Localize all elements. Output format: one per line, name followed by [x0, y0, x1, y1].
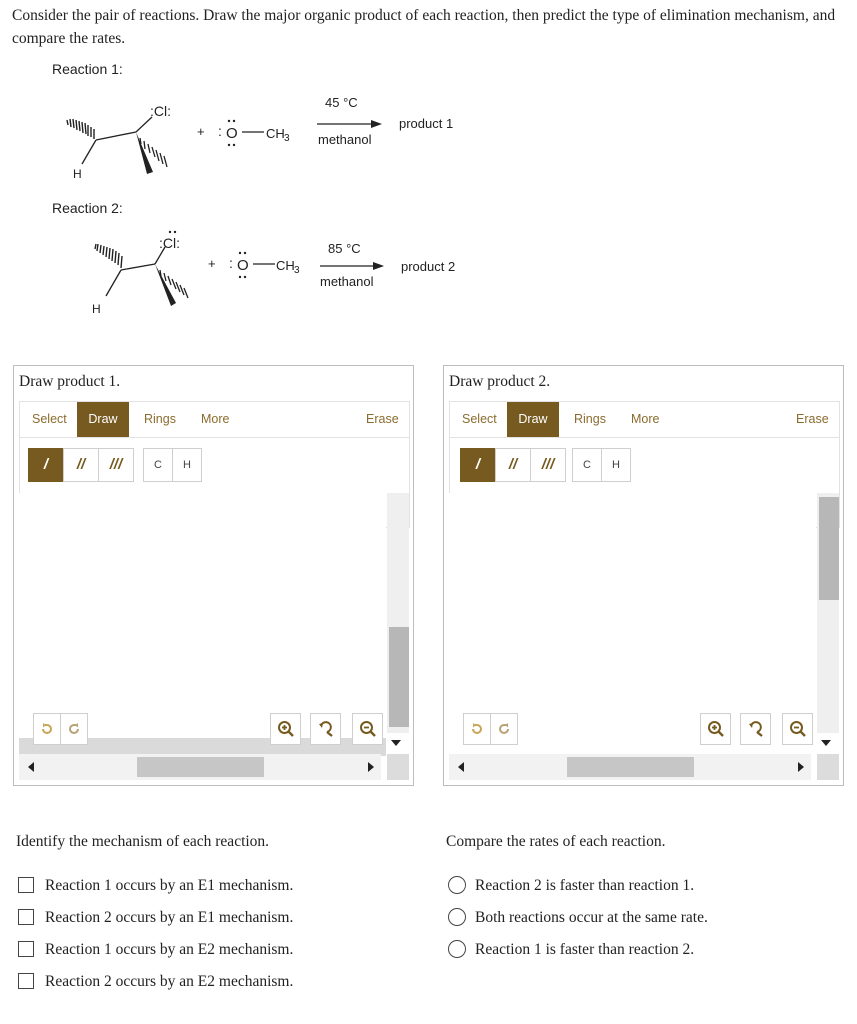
hydrogen-atom: H — [92, 302, 101, 316]
plus-sign: + — [197, 124, 205, 139]
undo-button[interactable] — [33, 713, 61, 745]
checkbox[interactable] — [18, 973, 34, 989]
redo-icon — [67, 722, 81, 736]
vertical-scroll-thumb[interactable] — [819, 497, 839, 600]
methyl-subscript: 3 — [284, 133, 290, 144]
double-bond-tool[interactable]: // — [495, 448, 531, 482]
zoom-out-button[interactable] — [782, 713, 813, 745]
erase-button[interactable]: Erase — [366, 412, 399, 426]
carbon-atom-tool[interactable]: C — [572, 448, 602, 482]
triple-bond-tool[interactable]: /// — [98, 448, 134, 482]
erase-button[interactable]: Erase — [796, 412, 829, 426]
checkbox[interactable] — [18, 909, 34, 925]
scroll-left-arrow-icon[interactable] — [28, 762, 34, 772]
hydrogen-atom: H — [73, 167, 82, 181]
tab-more[interactable]: More — [631, 412, 660, 426]
editor-1-title: Draw product 1. — [19, 373, 121, 390]
hydrogen-atom-tool[interactable]: H — [601, 448, 631, 482]
hydrogen-atom-tool[interactable]: H — [172, 448, 202, 482]
redo-icon — [497, 722, 511, 736]
carbon-atom-tool[interactable]: C — [143, 448, 173, 482]
scroll-down-arrow-icon[interactable] — [821, 740, 831, 746]
horizontal-scrollbar[interactable] — [19, 754, 381, 780]
plus-sign: + — [208, 256, 216, 271]
reaction-1-solvent: methanol — [318, 132, 372, 147]
zoom-out-icon — [359, 720, 377, 738]
reaction-2-temperature: 85 °C — [328, 241, 361, 256]
single-bond-tool[interactable]: / — [28, 448, 64, 482]
methoxide-oxygen: O — [226, 125, 238, 142]
vertical-scrollbar[interactable] — [817, 493, 839, 733]
undo-icon — [40, 722, 54, 736]
radio-button[interactable] — [448, 876, 466, 894]
tab-draw[interactable]: Draw — [507, 402, 559, 437]
vertical-scroll-thumb[interactable] — [389, 627, 409, 727]
reaction-1-temperature: 45 °C — [325, 95, 358, 110]
zoom-reset-icon — [747, 720, 765, 738]
question-text: Consider the pair of reactions. Draw the major organic product of each reaction, then predict the type of elimination mechanism, and compare the rates. — [12, 7, 836, 47]
zoom-in-icon — [707, 720, 725, 738]
redo-button[interactable] — [490, 713, 518, 745]
svg-text::: : — [218, 123, 222, 139]
checkbox[interactable] — [18, 941, 34, 957]
single-bond-tool[interactable]: / — [460, 448, 496, 482]
undo-button[interactable] — [463, 713, 491, 745]
chlorine-atom: :Cl: — [159, 235, 180, 251]
product-2-label: product 2 — [401, 259, 456, 274]
redo-button[interactable] — [60, 713, 88, 745]
editor-2-title: Draw product 2. — [449, 373, 551, 390]
tab-select[interactable]: Select — [462, 412, 497, 426]
checkbox[interactable] — [18, 877, 34, 893]
zoom-in-button[interactable] — [700, 713, 731, 745]
scroll-left-arrow-icon[interactable] — [458, 762, 464, 772]
tab-rings[interactable]: Rings — [144, 412, 176, 426]
horizontal-scroll-thumb[interactable] — [567, 757, 694, 777]
methyl-group: CH — [266, 126, 285, 141]
horizontal-scrollbar[interactable] — [449, 754, 811, 780]
vertical-scrollbar[interactable] — [387, 493, 409, 733]
zoom-out-icon — [789, 720, 807, 738]
radio-button[interactable] — [448, 908, 466, 926]
scroll-down-arrow-icon[interactable] — [391, 740, 401, 746]
methyl-subscript: 3 — [294, 265, 300, 276]
editor-panel-2 — [443, 365, 844, 786]
zoom-in-button[interactable] — [270, 713, 301, 745]
tab-select[interactable]: Select — [32, 412, 67, 426]
editor-panel-1 — [13, 365, 414, 786]
zoom-out-button[interactable] — [352, 713, 383, 745]
horizontal-scroll-thumb[interactable] — [137, 757, 264, 777]
mechanism-question: Identify the mechanism of each reaction. — [16, 833, 270, 850]
reaction-2-scheme — [0, 0, 857, 340]
methyl-group: CH — [276, 258, 295, 273]
tab-rings[interactable]: Rings — [574, 412, 606, 426]
reaction-2-label: Reaction 2: — [52, 200, 123, 216]
double-bond-tool[interactable]: // — [63, 448, 99, 482]
reaction-1-label: Reaction 1: — [52, 61, 123, 77]
scroll-right-arrow-icon[interactable] — [798, 762, 804, 772]
zoom-reset-icon — [317, 720, 335, 738]
undo-icon — [470, 722, 484, 736]
radio-button[interactable] — [448, 940, 466, 958]
methoxide-oxygen: O — [237, 257, 249, 274]
zoom-in-icon — [277, 720, 295, 738]
chlorine-atom: :Cl: — [150, 103, 171, 119]
hashed-wedge-bond — [95, 244, 122, 268]
product-1-label: product 1 — [399, 116, 454, 131]
rates-question: Compare the rates of each reaction. — [446, 833, 666, 850]
triple-bond-tool[interactable]: /// — [530, 448, 566, 482]
tab-draw[interactable]: Draw — [77, 402, 129, 437]
tab-more[interactable]: More — [201, 412, 230, 426]
zoom-reset-button[interactable] — [740, 713, 771, 745]
svg-text::: : — [229, 255, 233, 271]
reaction-2-solvent: methanol — [320, 274, 374, 289]
zoom-reset-button[interactable] — [310, 713, 341, 745]
scroll-right-arrow-icon[interactable] — [368, 762, 374, 772]
